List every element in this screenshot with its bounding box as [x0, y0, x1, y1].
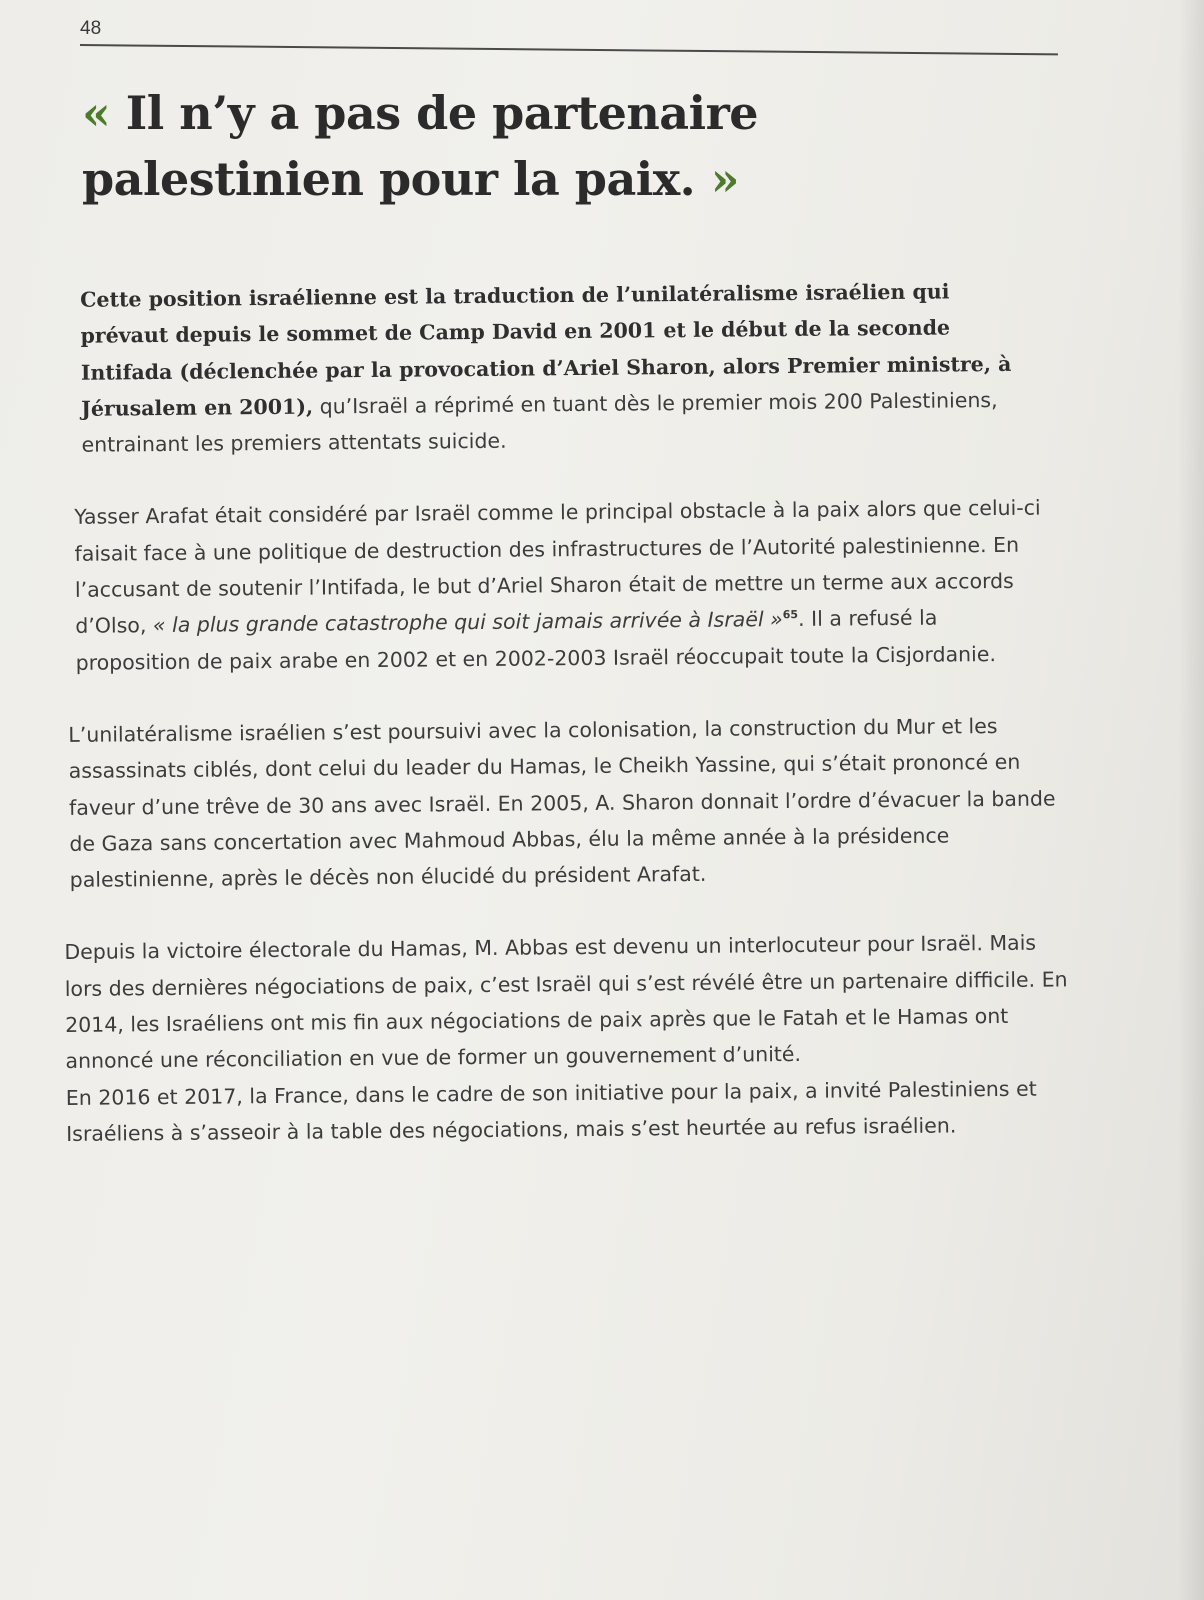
paragraph-1-text: qu’Israël a réprimé en tuant dès le premier mois 200 Palestiniens, entrainant les premiers attentats suicide. [81, 387, 998, 457]
paragraph-3: L’unilatéralisme israélien s’est poursuivi avec la colonisation, la construction du Mur et les assassinats ciblés, dont celui du leader du Hamas, le Cheikh Yassine, qui s’était prononcé en faveur d’une trêve de 30 ans avec Israël. En 2005, A. Sharon donnait l’ordre d’évacuer la bande de Gaza sans concertation avec Mahmoud Abbas, élu la même année à la présidence palestinienne, après le décès non élucidé du président Arafat. [68, 713, 1056, 893]
paragraph-2-text-after: . Il a refusé la proposition de paix arabe en 2002 et en 2002-2003 Israël réoccupait toute la Cisjordanie. [75, 605, 997, 675]
body-text [58, 272, 1077, 1188]
paragraph-2-quote: « la plus grande catastrophe qui soit jamais arrivée à Israël » [152, 607, 783, 638]
title-open-quote: « [82, 86, 126, 140]
title-text: Il n’y a pas de partenaire palestinien pour la paix. [82, 86, 759, 206]
paragraph-2-text-before: Yasser Arafat était considéré par Israël comme le principal obstacle à la paix alors que celui-ci faisait face à une politique de destruction des infrastructures de l’Autorité palestinienne. En l’accusant de soutenir l’Intifada, le but d’Ariel Sharon était de mettre un terme aux accords d’Olso, [74, 496, 1041, 639]
page-title [82, 80, 982, 212]
paragraph-1-lead: Cette position israélienne est la traduction de l’unilatéralisme israélien qui prévaut depuis le sommet de Camp David en 2001 et le début de la seconde Intifada (déclenchée par la provocation d’Ariel Sharon, alors Premier ministre, à Jérusalem en 2001), [80, 279, 1012, 421]
paragraph-1 [58, 273, 1042, 464]
title-close-quote: » [695, 152, 739, 206]
page-number: 48 [80, 18, 102, 39]
page-edge-shadow [1178, 0, 1204, 1600]
footnote-reference: 65 [782, 608, 799, 622]
paragraph-2 [60, 490, 1046, 681]
paragraph-5: En 2016 et 2017, la France, dans le cadre de son initiative pour la paix, a invité Palestiniens et Israéliens à s’asseoir à la table des négociations, mais s’est heurtée au refus israélien. [65, 1076, 1037, 1146]
paragraph-4: Depuis la victoire électorale du Hamas, M. Abbas est devenu un interlocuteur pour Israël. Mais lors des dernières négociations de paix, c’est Israël qui s’est révélé être un partenaire difficile. En 2014, les Israéliens ont mis fin aux négociations de paix après que le Fatah et le Hamas ont annoncé une réconciliation en vue de former un gouvernement d’unité. [64, 931, 1068, 1074]
header-rule [80, 44, 1058, 55]
